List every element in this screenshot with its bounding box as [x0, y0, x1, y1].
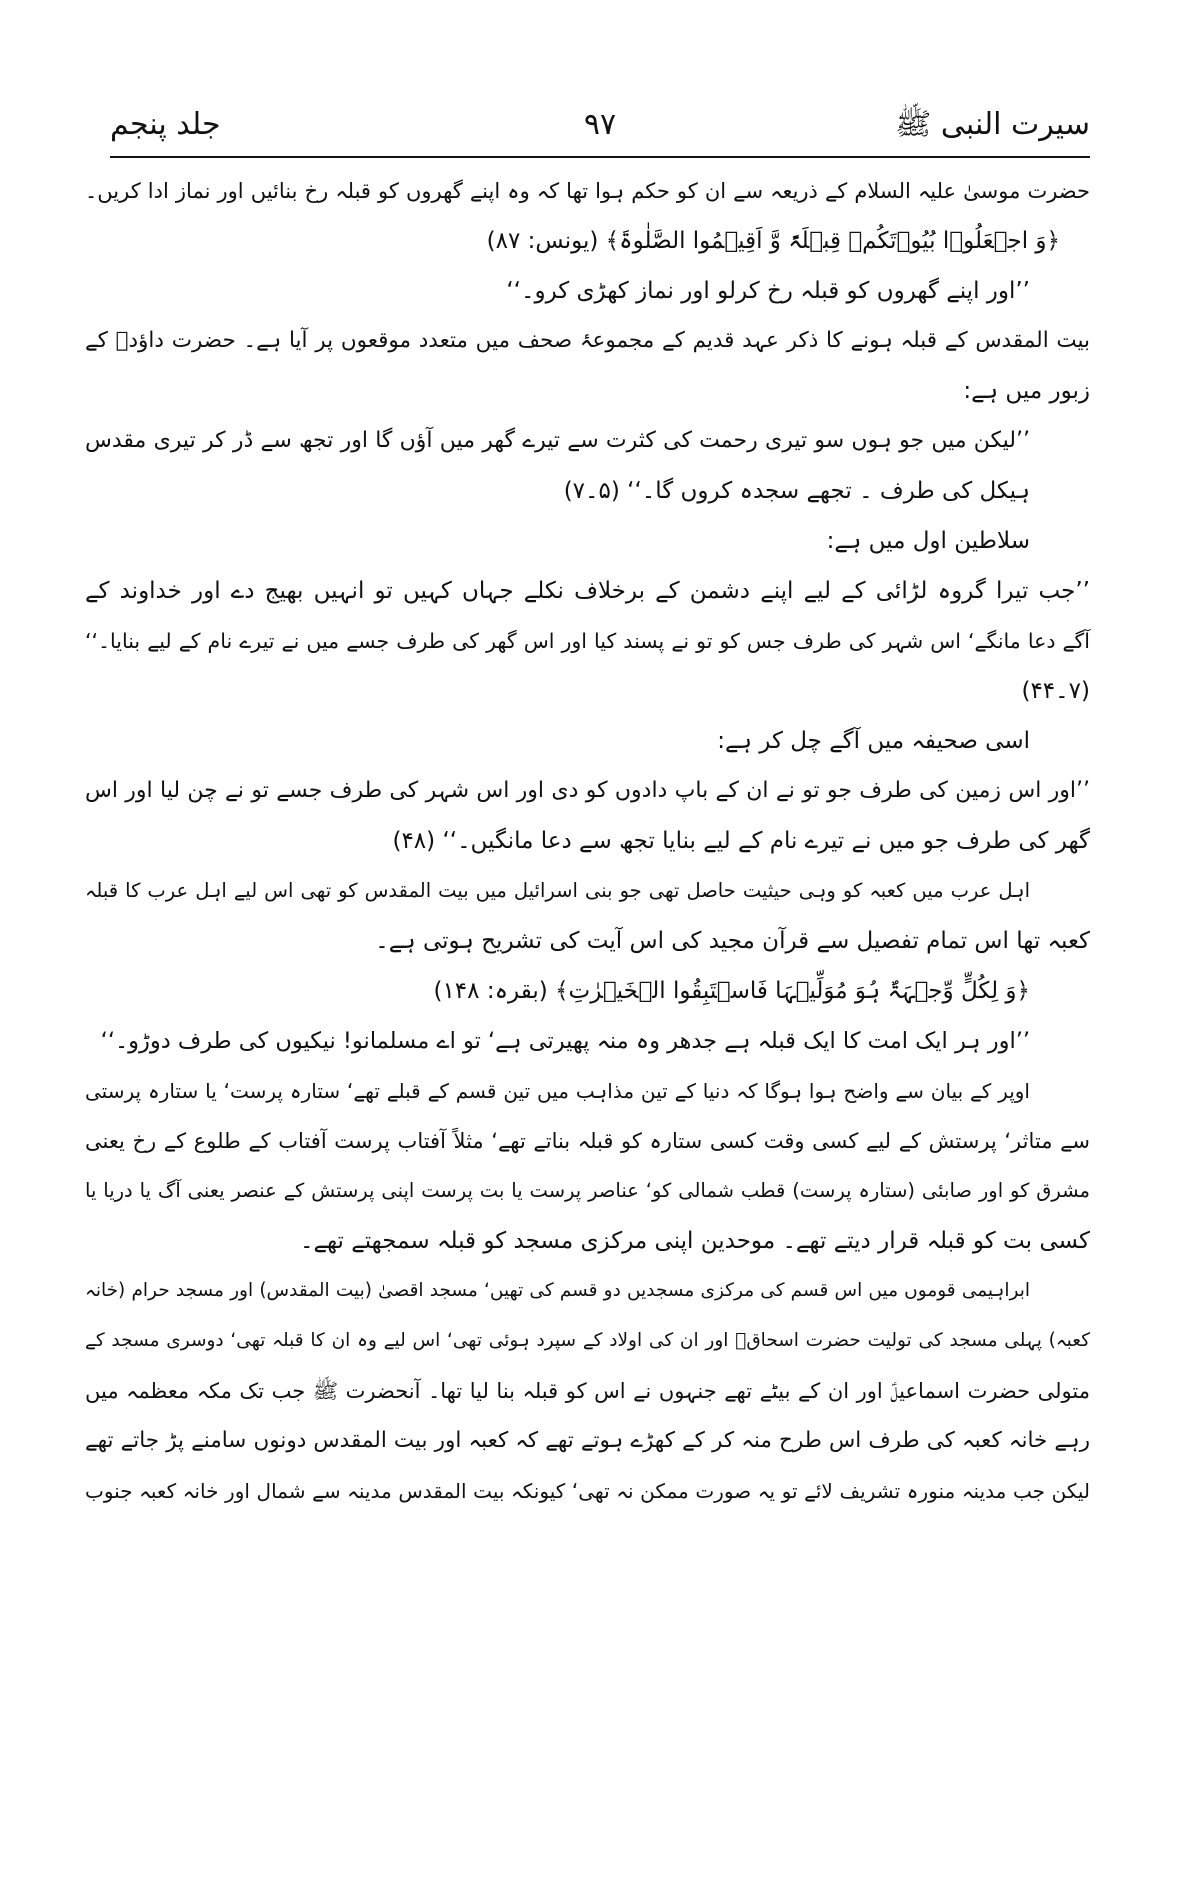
header-rule [110, 156, 1090, 158]
text-line: سے متاثر‘ پرستش کے لیے کسی وقت کسی ستارہ کو قبلہ بناتے تھے‘ مثلاً آفتاب پرست آفتاب کے طلوع کے رخ یعنی [85, 1129, 1090, 1153]
quote-line: ’’اور اس زمین کی طرف جو تو نے ان کے باپ دادوں کو دی اور اس شہر کی طرف جسے تو نے چن لیا اور اس [85, 778, 1090, 803]
text-line: ابراہیمی قوموں میں اس قسم کی مرکزی مسجدیں دو قسم کی تھیں‘ مسجد اقصیٰ (بیت المقدس) اور مسجد حرام (خانہ [85, 1280, 1030, 1301]
quran-verse: ﴿وَ اجۡعَلُوۡا بُیُوۡتَکُمۡ قِبۡلَۃً وَّ اَقِیۡمُوا الصَّلٰوۃَ﴾ (یونس: ۸۷) [486, 228, 1060, 254]
quote-line: ہیکل کی طرف ۔ تجھے سجدہ کروں گا۔‘‘ (۵۔۷) [563, 478, 1030, 504]
text-line: کسی بت کو قبلہ قرار دیتے تھے۔ موحدین اپنی مرکزی مسجد کو قبلہ سمجھتے تھے۔ [300, 1228, 1090, 1254]
text-line: زبور میں ہے: [963, 378, 1090, 404]
running-title: سیرت النبی ﷺ [895, 107, 1090, 142]
quote-line: گھر کی طرف جو میں نے تیرے نام کے لیے بنایا تجھ سے دعا مانگیں۔‘‘ (۴۸) [392, 828, 1090, 854]
quote-line: ’’جب تیرا گروہ لڑائی کے لیے اپنے دشمن کے برخلاف نکلے جہاں کہیں تو انہیں بھیج دے اور خداوند کے [85, 578, 1090, 604]
translation-line: ’’اور ہر ایک امت کا ایک قبلہ ہے جدھر وہ منہ پھیرتی ہے‘ تو اے مسلمانو! نیکیوں کی طرف دوڑو۔‘‘ [100, 1028, 1030, 1054]
quran-verse: ﴿وَ لِکُلٍّ وِّجۡہَۃٌ ہُوَ مُوَلِّیۡہَا فَاسۡتَبِقُوا الۡخَیۡرٰتِ﴾ (بقرہ: ۱۴۸) [433, 978, 1030, 1004]
page-number: ۹۷ [583, 107, 617, 142]
text-line: کعبہ تھا اس تمام تفصیل سے قرآن مجید کی اس آیت کی تشریح ہوتی ہے۔ [375, 928, 1090, 954]
text-line: رہے خانہ کعبہ کی طرف اس طرح منہ کر کے کھڑے ہوتے تھے کہ کعبہ اور بیت المقدس دونوں سامنے پڑ جاتے تھے [85, 1428, 1090, 1453]
quote-line: ’’لیکن میں جو ہوں سو تیری رحمت کی کثرت سے تیرے گھر میں آؤں گا اور تجھ سے ڈر کر تیری مقدس [85, 428, 1030, 453]
volume-label: جلد پنجم [110, 107, 221, 142]
text-line: اوپر کے بیان سے واضح ہوا ہوگا کہ دنیا کے تین مذاہب میں تین قسم کے قبلے تھے‘ ستارہ پرست‘ یا ستارہ پرستی [85, 1079, 1030, 1103]
text-line: کعبہ) پہلی مسجد کی تولیت حضرت اسحاقؑ اور ان کی اولاد کے سپرد ہوئی تھی‘ اس لیے وہ ان کا قبلہ تھی‘ دوسری مسجد کے [85, 1330, 1090, 1351]
translation-line: ’’اور اپنے گھروں کو قبلہ رخ کرلو اور نماز کھڑی کرو۔‘‘ [506, 278, 1030, 304]
text-line: اسی صحیفہ میں آگے چل کر ہے: [717, 728, 1030, 754]
text-line: مشرق کو اور صابئی (ستارہ پرست) قطب شمالی کو‘ عناصر پرست یا بت پرست اپنی پرستش کے عنصر یعنی آگ یا دریا یا [85, 1179, 1090, 1202]
quote-line: آگے دعا مانگے‘ اس شہر کی طرف جس کو تو نے پسند کیا اور اس گھر کی طرف جسے میں نے تیرے نام کے لیے بنایا۔‘‘ [85, 629, 1090, 653]
text-line: سلاطین اول میں ہے: [826, 528, 1030, 554]
page-header [110, 95, 1090, 155]
text-line: اہل عرب میں کعبہ کو وہی حیثیت حاصل تھی جو بنی اسرائیل میں بیت المقدس کو تھی اس لیے اہل عرب کا قبلہ [85, 879, 1030, 902]
text-line: لیکن جب مدینہ منورہ تشریف لائے تو یہ صورت ممکن نہ تھی‘ کیونکہ بیت المقدس مدینہ سے شمال اور خانہ کعبہ جنوب [85, 1479, 1090, 1503]
text-line: حضرت موسیٰ علیہ السلام کے ذریعہ سے ان کو حکم ہوا تھا کہ وہ اپنے گھروں کو قبلہ رخ بنائیں اور نماز ادا کریں۔ [85, 179, 1090, 203]
citation-line: (۷۔۴۴) [1021, 678, 1090, 704]
text-line: بیت المقدس کے قبلہ ہونے کا ذکر عہد قدیم کے مجموعۂ صحف میں متعدد موقعوں پر آیا ہے۔ حضرت داؤدؑ کے [85, 328, 1090, 353]
text-line: متولی حضرت اسماعیلؑ اور ان کے بیٹے تھے جنہوں نے اس کو قبلہ بنا لیا تھا۔ آنحضرت ﷺ جب تک مکہ معظمہ میں [85, 1379, 1090, 1403]
